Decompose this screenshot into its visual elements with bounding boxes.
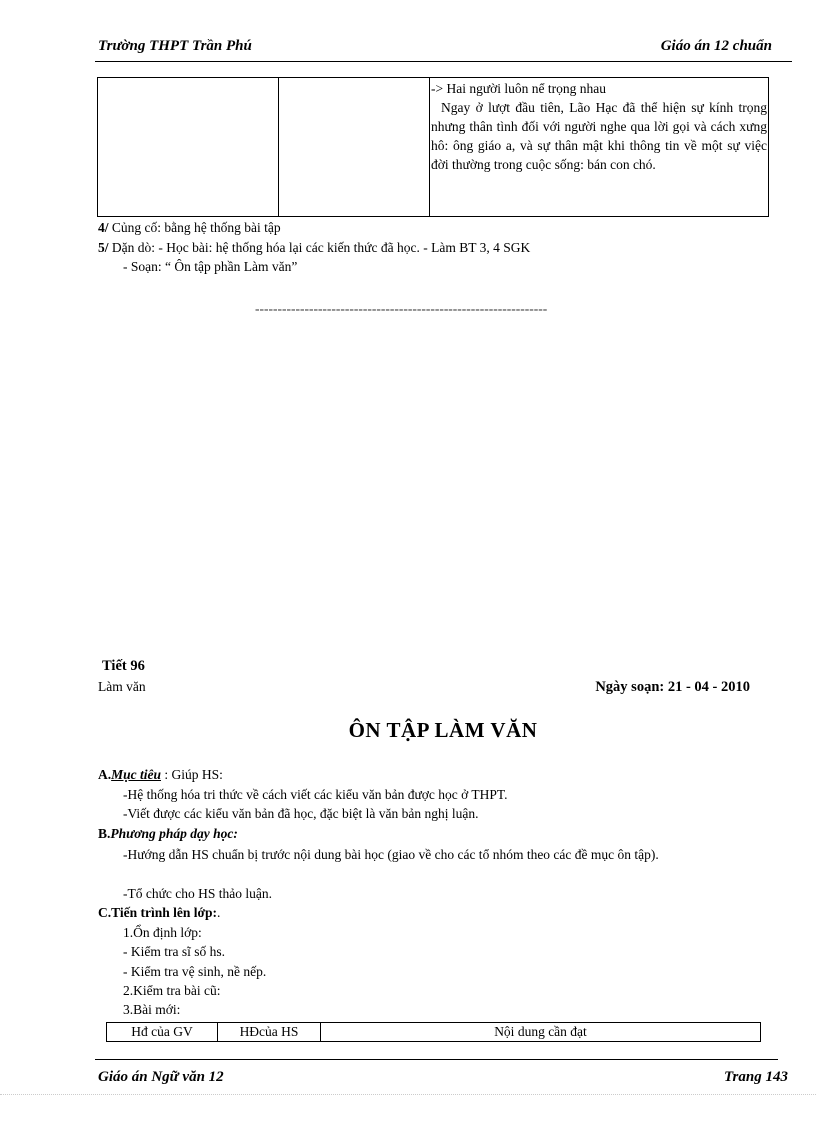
section-a-letter: A.	[98, 767, 112, 782]
consolidate-text: Củng cố: bằng hệ thống bài tập	[108, 220, 281, 235]
step-stabilize: 1.Ổn định lớp:	[123, 925, 202, 940]
section-a-item-2: -Viết được các kiểu văn bản đã học, đặc biệt là văn bản nghị luận.	[123, 806, 479, 821]
continued-table	[97, 77, 769, 217]
consolidate-line	[98, 219, 281, 237]
consolidate-number: 4/	[98, 220, 109, 235]
table-cell-teacher	[98, 78, 279, 217]
section-a-title: Mục tiêu	[111, 767, 162, 782]
lesson-subject: Làm văn	[98, 679, 146, 694]
separator-dashes: -----------------------------------------------------------------	[255, 301, 548, 316]
step-review: 2.Kiểm tra bài cũ:	[123, 983, 221, 998]
content-paragraph: Ngay ở lượt đầu tiên, Lão Hạc đã thể hiện sự kính trọng nhưng thân tình đối với người nghe qua lời gọi và cách xưng hô: ông giáo a, và sự thân mật khi thông tin về một sự việc đời thường trong cuộc sống: bán con chó.	[431, 100, 767, 172]
section-a-heading	[98, 766, 223, 784]
homework-text: Dặn dò: - Học bài: hệ thống hóa lại các kiến thức đã học. - Làm BT 3, 4 SGK	[108, 240, 531, 255]
footer-rule	[95, 1059, 778, 1060]
step-attendance: - Kiểm tra sĩ số hs.	[123, 944, 225, 959]
lesson-title: ÔN TẬP LÀM VĂN	[348, 718, 538, 742]
section-b-item-1: -Hướng dẫn HS chuẩn bị trước nội dung bài học (giao về cho các tổ nhóm theo các đề mục ôn tập).	[123, 847, 659, 862]
section-b-letter: B.	[98, 826, 111, 841]
header-rule	[95, 61, 792, 62]
header-doc-title: Giáo án 12 chuẩn	[660, 38, 772, 54]
table-cell-content	[430, 78, 769, 217]
footer-page-number: Trang 143	[723, 1069, 788, 1085]
section-b-heading	[98, 825, 238, 843]
page-bottom-edge	[0, 1094, 816, 1095]
prepare-line: - Soạn: “ Ôn tập phần Làm văn”	[123, 259, 298, 274]
section-b-title: Phương pháp dạy học:	[110, 826, 238, 841]
step-hygiene: - Kiểm tra vệ sinh, nề nếp.	[123, 964, 267, 979]
table-header-content: Nội dung cần đạt	[321, 1023, 761, 1042]
lesson-table	[106, 1022, 761, 1042]
footer-book: Giáo án Ngữ văn 12	[98, 1069, 224, 1085]
homework-line	[98, 239, 530, 257]
lesson-date: Ngày soạn: 21 - 04 - 2010	[595, 679, 750, 695]
section-a-after: : Giúp HS:	[161, 767, 223, 782]
table-header-student: HĐcủa HS	[218, 1023, 321, 1042]
homework-number: 5/	[98, 240, 109, 255]
section-b-item-2: -Tổ chức cho HS thảo luận.	[123, 886, 273, 901]
section-c-title: C.Tiến trình lên lớp:	[98, 905, 217, 920]
content-line-conclusion: -> Hai người luôn nể trọng nhau	[431, 81, 607, 96]
lesson-period: Tiết 96	[102, 658, 145, 674]
section-a-item-1: -Hệ thống hóa tri thức về cách viết các kiểu văn bản được học ở THPT.	[123, 787, 508, 802]
section-c-after: .	[217, 905, 221, 920]
step-new-lesson: 3.Bài mới:	[123, 1002, 181, 1017]
header-school: Trường THPT Trần Phú	[98, 38, 252, 54]
table-cell-student	[279, 78, 430, 217]
table-header-teacher: Hđ của GV	[107, 1023, 218, 1042]
section-c-heading	[98, 904, 220, 922]
